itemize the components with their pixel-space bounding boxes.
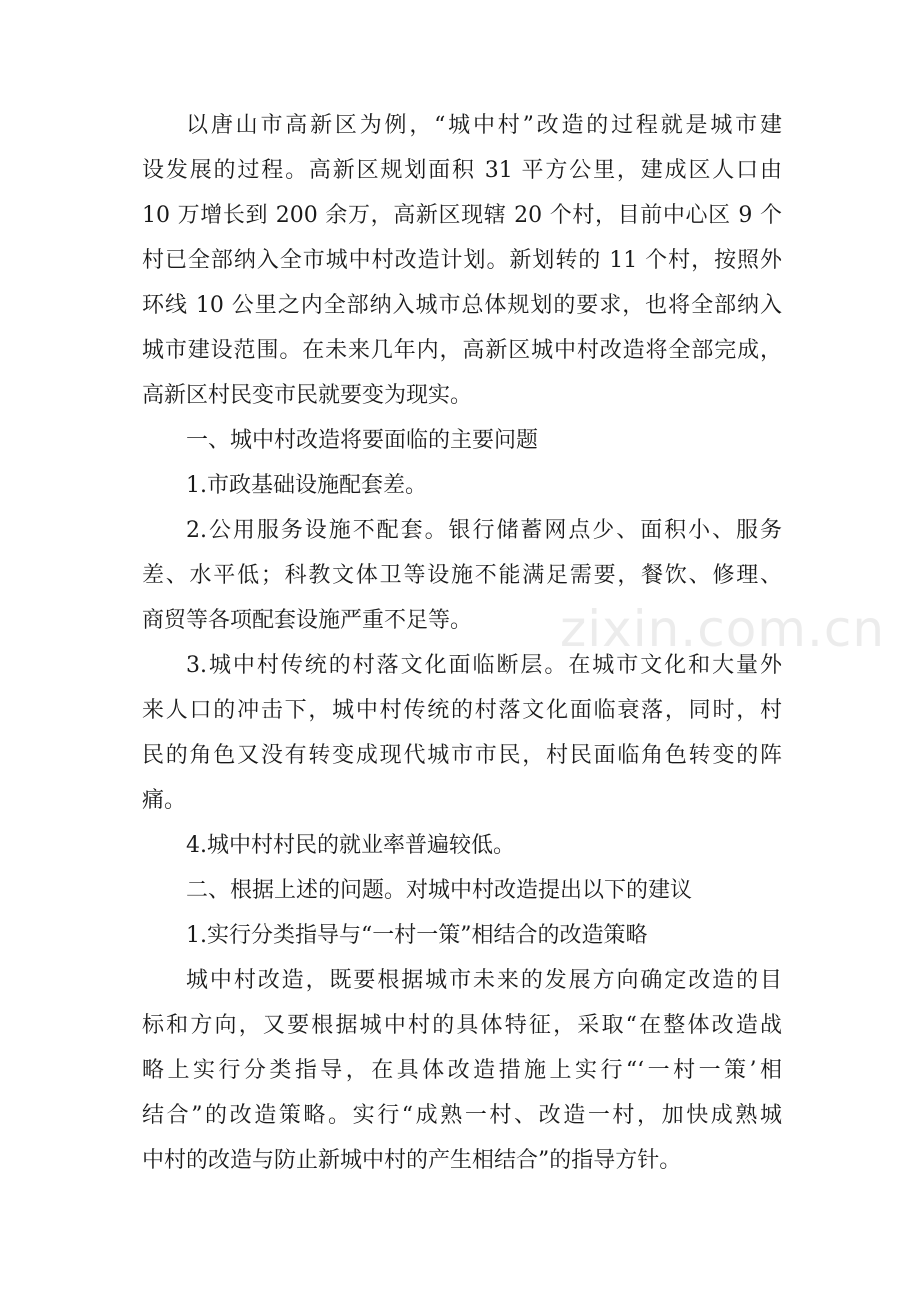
list-item-3-line-4: 痛。 <box>142 788 187 813</box>
list-item-2-line-3: 商贸等各项配套设施严重不足等。 <box>142 608 473 633</box>
list-item-4: 4.城中村村民的就业率普遍较低。 <box>186 833 515 858</box>
section-heading-2: 二、根据上述的问题。对城中村改造提出以下的建议 <box>186 878 693 903</box>
paragraph-2-line-1: 城中村改造，既要根据城市未来的发展方向确定改造的目 <box>186 968 782 993</box>
paragraph-1-line-5: 环线 10 公里之内全部纳入城市总体规划的要求，也将全部纳入 <box>142 293 782 318</box>
paragraph-1-line-6: 城市建设范围。在未来几年内，高新区城中村改造将全部完成， <box>142 338 782 363</box>
section-heading-1: 一、城中村改造将要面临的主要问题 <box>186 428 539 453</box>
paragraph-1-line-1: 以唐山市高新区为例，“城中村”改造的过程就是城市建 <box>186 113 782 138</box>
list-item-3-line-3: 民的角色又没有转变成现代城市市民，村民面临角色转变的阵 <box>142 743 782 768</box>
paragraph-1-line-4: 村已全部纳入全市城中村改造计划。新划转的 11 个村，按照外 <box>142 248 782 273</box>
paragraph-2-line-3: 略上实行分类指导，在具体改造措施上实行“‘一村一策’相 <box>142 1058 782 1083</box>
list-item-1: 1.市政基础设施配套差。 <box>186 473 427 498</box>
paragraph-1-line-2: 设发展的过程。高新区规划面积 31 平方公里，建成区人口由 <box>142 158 782 183</box>
sub-heading-1: 1.实行分类指导与“一村一策”相结合的改造策略 <box>186 923 648 948</box>
paragraph-2-line-4: 结合”的改造策略。实行“成熟一村、改造一村，加快成熟城 <box>142 1103 782 1128</box>
paragraph-1-line-7: 高新区村民变市民就要变为现实。 <box>142 383 473 408</box>
list-item-2-line-1: 2.公用服务设施不配套。银行储蓄网点少、面积小、服务 <box>186 518 782 543</box>
list-item-2-line-2: 差、水平低；科教文体卫等设施不能满足需要，餐饮、修理、 <box>142 563 782 588</box>
list-item-3-line-2: 来人口的冲击下，城中村传统的村落文化面临衰落，同时，村 <box>142 698 782 723</box>
watermark: zixin.com.cn <box>560 600 886 658</box>
paragraph-2-line-5: 中村的改造与防止新城中村的产生相结合”的指导方针。 <box>142 1148 682 1173</box>
paragraph-2-line-2: 标和方向，又要根据城中村的具体特征，采取“在整体改造战 <box>142 1013 782 1038</box>
paragraph-1-line-3: 10 万增长到 200 余万，高新区现辖 20 个村，目前中心区 9 个 <box>142 203 782 228</box>
list-item-3-line-1: 3.城中村传统的村落文化面临断层。在城市文化和大量外 <box>186 653 782 678</box>
